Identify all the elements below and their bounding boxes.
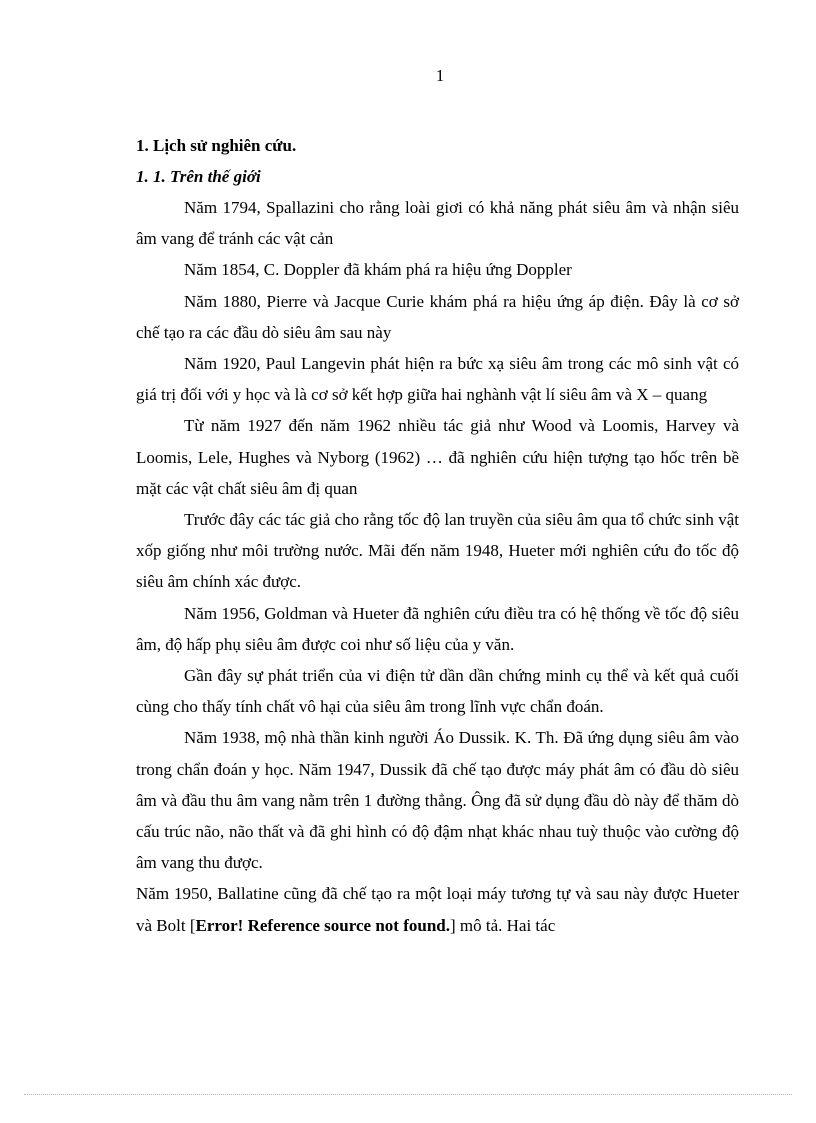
- section-heading: 1. Lịch sử nghiên cứu.: [136, 136, 297, 155]
- paragraph: Năm 1854, C. Doppler đã khám phá ra hiệu ứng Doppler: [184, 260, 572, 280]
- paragraph: Năm 1794, Spallazini cho rằng loài giơi có khả năng phát siêu âm và nhận siêu âm vang để tránh các vật cản: [136, 198, 739, 249]
- paragraph: Năm 1920, Paul Langevin phát hiện ra bức xạ siêu âm trong các mô sinh vật có giá trị đối với y học và là cơ sở kết hợp giữa hai nghành vật lí siêu âm và X – quang: [136, 354, 739, 405]
- paragraph: Gần đây sự phát triển của vi điện tử dần dần chứng minh cụ thể và kết quả cuối cùng cho thấy tính chất vô hại của siêu âm trong lĩnh vực chẩn đoán.: [136, 666, 739, 717]
- paragraph: Năm 1880, Pierre và Jacque Curie khám phá ra hiệu ứng áp điện. Đây là cơ sở chế tạo ra các đầu dò siêu âm sau này: [136, 291, 739, 342]
- reference-error: Error! Reference source not found.: [195, 915, 450, 935]
- page-bottom-divider: [24, 1094, 792, 1095]
- document-body: [136, 130, 739, 941]
- paragraph: Năm 1956, Goldman và Hueter đã nghiên cứu điều tra có hệ thống về tốc độ siêu âm, độ hấp phụ siêu âm được coi như số liệu của y văn.: [136, 603, 739, 654]
- paragraph: Từ năm 1927 đến năm 1962 nhiều tác giả như Wood và Loomis, Harvey và Loomis, Lele, Hughes và Nyborg (1962) … đã nghiên cứu hiện tượng tạo hốc trên bề mặt các vật chất siêu âm đị quan: [136, 416, 739, 498]
- paragraph: Trước đây các tác giả cho rằng tốc độ lan truyền của siêu âm qua tổ chức sinh vật xốp giống như môi trường nước. Mãi đến năm 1948, Hueter mới nghiên cứu đo tốc độ siêu âm chính xác được.: [136, 510, 739, 592]
- page-number: 1: [435, 66, 445, 85]
- paragraph-text: Năm 1950, Ballatine cũng đã chế tạo ra một loại máy tương tự và sau này được Hueter và Bolt [: [136, 884, 739, 935]
- paragraph: Năm 1938, mộ nhà thần kinh người Áo Dussik. K. Th. Đã ứng dụng siêu âm vào trong chẩn đoán y học. Năm 1947, Dussik đã chế tạo được máy phát âm có đầu dò siêu âm và đầu thu âm vang nằm trên 1 đường thẳng. Ông đã sử dụng đầu dò này để thăm dò cấu trúc não, não thất và đã ghi hình có độ đậm nhạt khác nhau tuỳ thuộc vào cường độ âm vang thu được.: [136, 728, 739, 873]
- paragraph-text: ] mô tả. Hai tác: [449, 915, 556, 935]
- paragraph-last: [136, 878, 739, 940]
- subsection-heading: 1. 1. Trên thế giới: [136, 167, 261, 186]
